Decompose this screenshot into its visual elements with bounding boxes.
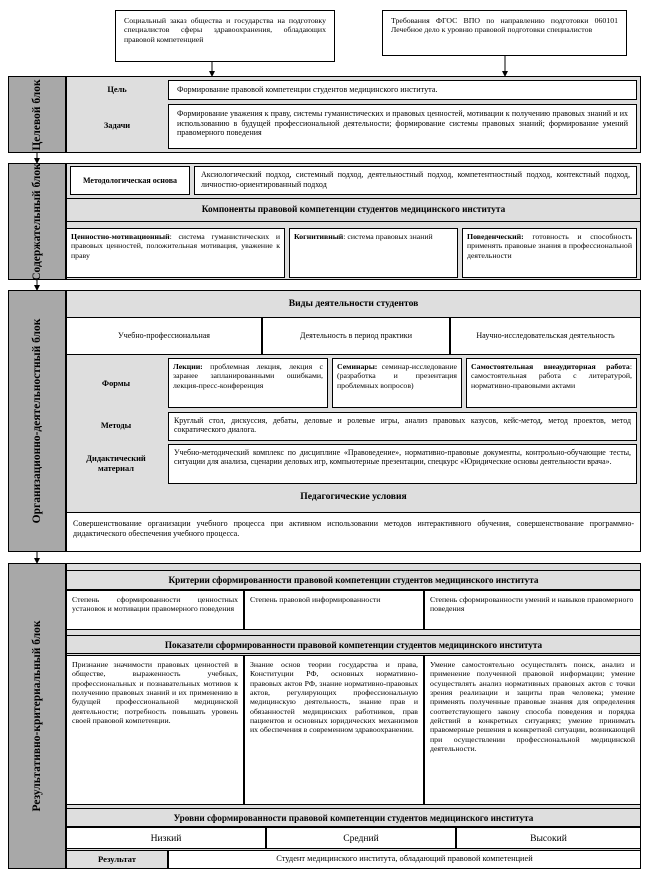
form-lectures-title: Лекции: xyxy=(173,362,203,371)
indicator-skills: Умение самостоятельно осуществлять поиск, анализ и применение полученной правовой информации; умение осуществлять анализ нормативных правовых актов с точки зрения реализации и защиты прав человека; умение применять полученные правовые знания для определения соответствующего закону способа поведения и порядка действий в конкретных ситуациях; умение принимать правомерные решения в конкретной ситуации, возникающей при осуществлении профессиональной медицинской деятельности. xyxy=(424,655,641,805)
level-medium: Средний xyxy=(266,827,456,849)
tasks-text: Формирование уважения к праву, системы гуманистических и правовых ценностей, мотивации к получению правовых знаний и их использованию в будущей профессиональной деятельности; формирование системы правовых знаний; формирование умений правомерного поведения xyxy=(168,104,637,149)
component-value-motivational: Ценностно-мотивационный: система гуманистических и правовых ценностей, положительная мотивация, уважение к праву xyxy=(66,228,285,278)
component-value-motivational-title: Ценностно-мотивационный xyxy=(71,232,170,241)
fgos-requirements-text: Требования ФГОС ВПО по направлению подготовки 060101 Лечебное дело к уровню правовой подготовки специалистов xyxy=(391,16,618,35)
criteria-header: Критерии сформированности правовой компетенции студентов медицинского института xyxy=(66,570,641,590)
activities-header: Виды деятельности студентов xyxy=(288,297,419,309)
criterion-skills: Степень сформированности умений и навыков правомерного поведения xyxy=(424,590,641,630)
goal-label: Цель xyxy=(107,84,127,94)
indicators-header: Показатели сформированности правовой компетенции студентов медицинского института xyxy=(66,635,641,654)
form-seminars: Семинары: семинар-исследование (разработка и презентация проблемных вопросов) xyxy=(332,358,462,408)
goal-text: Формирование правовой компетенции студентов медицинского института. xyxy=(168,80,637,100)
methods-label: Методы xyxy=(100,421,132,431)
component-cognitive-title: Когнитивный xyxy=(294,232,344,241)
conditions-header: Педагогические условия xyxy=(300,490,407,502)
result-text: Студент медицинского института, обладающий правовой компетенцией xyxy=(168,850,641,869)
content-block-label: Содержательный блок xyxy=(8,163,66,280)
level-low: Низкий xyxy=(66,827,266,849)
indicator-knowledge: Знание основ теории государства и права, Конституции РФ, основных нормативно-правовых актов РФ, знание нормативно-правовых актов, регулирующих профессиональную медицинскую деятельность, знание прав и обязанностей медицинских работников, прав пациентов и основных юридических механизмов их обеспечения в современном здравоохранении. xyxy=(244,655,424,805)
didactic-text: Учебно-методический комплекс по дисциплине «Правоведение», нормативно-правовые документы, контрольно-обучающие тесты, ситуации для анализа, сценарии деловых игр, компьютерные презентации, спецкурс «Юридические основы деятельности врача». xyxy=(168,444,637,484)
forms-label: Формы xyxy=(101,378,131,388)
methods-text: Круглый стол, дискуссия, дебаты, деловые и ролевые игры, анализ правовых казусов, кейс-метод, метод проектов, метод сократического диалога. xyxy=(168,412,637,441)
tasks-label: Задачи xyxy=(103,121,131,131)
activity-educational: Учебно-профессиональная xyxy=(66,317,262,355)
activity-research: Научно-исследовательская деятельность xyxy=(450,317,641,355)
form-independent-work: Самостоятельная внеаудиторная работа: самостоятельная работа с литературой, нормативно-правовыми актами xyxy=(466,358,637,408)
components-header: Компоненты правовой компетенции студентов медицинского института xyxy=(66,198,641,222)
conditions-text: Совершенствование организации учебного процесса при активном использовании методов интерактивного обучения, совершенствование программно-дидактического обеспечения учебного процесса. xyxy=(66,512,641,552)
form-independent-work-title: Самостоятельная внеаудиторная работа xyxy=(471,362,630,371)
indicator-values: Признание значимости правовых ценностей в обществе, выраженность учебных, профессиональных и познавательных мотивов к получению правовых знаний и их применению в будущей профессиональной медицинской деятельности; потребность повышать уровень своей правовой компетенции. xyxy=(66,655,244,805)
criterion-information: Степень правовой информированности xyxy=(244,590,424,630)
levels-header: Уровни сформированности правовой компетенции студентов медицинского института xyxy=(66,808,641,827)
level-high: Высокий xyxy=(456,827,641,849)
component-cognitive: Когнитивный: система правовых знаний xyxy=(289,228,458,278)
didactic-label: Дидактический материал xyxy=(86,453,146,473)
form-lectures: Лекции: проблемная лекция, лекция с заранее запланированными ошибками, лекция-пресс-конференция xyxy=(168,358,328,408)
org-block-label: Организационно-деятельностный блок xyxy=(8,290,66,552)
fgos-requirements-box xyxy=(382,10,627,56)
method-basis-text: Аксиологический подход, системный подход, деятельностный подход, компетентностный подход, контекстный подход, личностно-ориентированный подход xyxy=(194,166,637,195)
activity-practice: Деятельность в период практики xyxy=(262,317,450,355)
target-block-label: Целевой блок xyxy=(8,76,66,153)
form-seminars-title: Семинары: xyxy=(337,362,378,371)
component-behavioral-title: Поведенческий: xyxy=(467,232,524,241)
component-behavioral: Поведенческий: готовность и способность применять правовые знания в профессиональной деятельности xyxy=(462,228,637,278)
social-order-text: Социальный заказ общества и государства на подготовку специалистов сферы здравоохранения, обладающих правовой компетенцией xyxy=(124,16,326,44)
method-basis-label: Методологическая основа xyxy=(70,166,190,195)
criterion-values: Степень сформированности ценностных установок и мотивации правомерного поведения xyxy=(66,590,244,630)
social-order-box xyxy=(115,10,335,62)
result-block-label: Результативно-критериальный блок xyxy=(8,563,66,869)
result-label: Результат xyxy=(66,850,168,869)
